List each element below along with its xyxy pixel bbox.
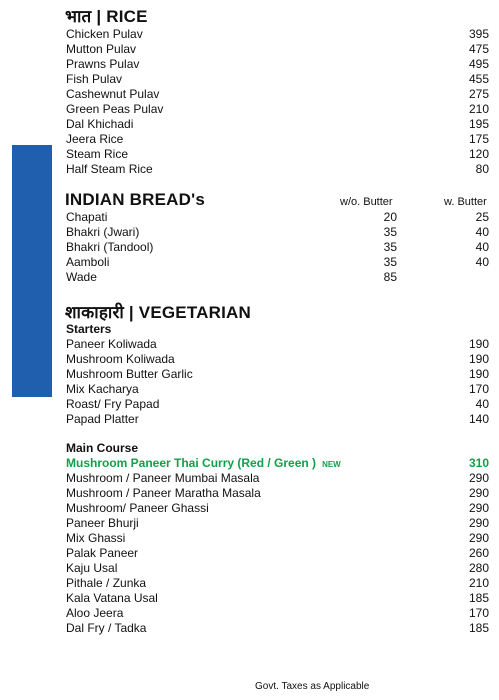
menu-item bbox=[66, 486, 489, 501]
item-price-with-butter: 25 bbox=[475, 210, 489, 224]
menu-item bbox=[66, 210, 489, 225]
menu-item bbox=[66, 162, 489, 177]
menu-item bbox=[66, 102, 489, 117]
menu-item bbox=[66, 225, 489, 240]
item-price: 40 bbox=[475, 397, 489, 411]
item-price: 170 bbox=[468, 382, 489, 396]
item-name: Fish Pulav bbox=[66, 72, 123, 86]
menu-item bbox=[66, 561, 489, 576]
item-name: Pithale / Zunka bbox=[66, 576, 147, 590]
item-price: 475 bbox=[468, 42, 489, 56]
item-name: Green Peas Pulav bbox=[66, 102, 164, 116]
menu-item bbox=[66, 42, 489, 57]
menu-item bbox=[66, 147, 489, 162]
item-price: 290 bbox=[468, 531, 489, 545]
subsection-title-starters: Starters bbox=[66, 322, 112, 336]
menu-item bbox=[66, 412, 489, 427]
item-price: 195 bbox=[468, 117, 489, 131]
item-name: Mix Ghassi bbox=[66, 531, 126, 545]
item-price: 260 bbox=[468, 546, 489, 560]
item-price: 290 bbox=[468, 471, 489, 485]
item-price: 140 bbox=[468, 412, 489, 426]
menu-item bbox=[66, 546, 489, 561]
item-price-without-butter: 20 bbox=[383, 210, 397, 224]
menu-item bbox=[66, 531, 489, 546]
item-name: Bhakri (Tandool) bbox=[66, 240, 154, 254]
item-name: Kala Vatana Usal bbox=[66, 591, 158, 605]
item-price: 190 bbox=[468, 367, 489, 381]
menu-item bbox=[66, 132, 489, 147]
item-name: Aamboli bbox=[66, 255, 110, 269]
section-title-vegetarian: शाकाहारी | VEGETARIAN bbox=[65, 303, 252, 322]
new-badge: NEW bbox=[322, 460, 341, 469]
menu-item bbox=[66, 337, 489, 352]
item-price-with-butter: 40 bbox=[475, 255, 489, 269]
menu-item bbox=[66, 117, 489, 132]
item-name: Dal Khichadi bbox=[66, 117, 134, 131]
item-price: 120 bbox=[468, 147, 489, 161]
item-name: Jeera Rice bbox=[66, 132, 124, 146]
item-name: Wade bbox=[66, 270, 97, 284]
item-name: Steam Rice bbox=[66, 147, 129, 161]
menu-item bbox=[66, 397, 489, 412]
menu-item bbox=[66, 576, 489, 591]
item-name: Cashewnut Pulav bbox=[66, 87, 160, 101]
menu-item bbox=[66, 352, 489, 367]
item-name: Mushroom Paneer Thai Curry (Red / Green ) bbox=[66, 456, 317, 470]
item-price: 175 bbox=[468, 132, 489, 146]
item-name: Palak Paneer bbox=[66, 546, 139, 560]
item-price-without-butter: 35 bbox=[383, 225, 397, 239]
item-price: 290 bbox=[468, 486, 489, 500]
item-price: 310 bbox=[468, 456, 489, 470]
menu-item-highlighted bbox=[66, 456, 489, 471]
item-name: Aloo Jeera bbox=[66, 606, 124, 620]
section-title-breads: INDIAN BREAD's bbox=[65, 190, 206, 209]
item-price: 455 bbox=[468, 72, 489, 86]
item-price: 275 bbox=[468, 87, 489, 101]
item-name: Mushroom Koliwada bbox=[66, 352, 175, 366]
menu-item bbox=[66, 591, 489, 606]
item-price: 290 bbox=[468, 501, 489, 515]
footer-tax-note: Govt. Taxes as Applicable bbox=[255, 681, 370, 692]
item-name: Roast/ Fry Papad bbox=[66, 397, 160, 411]
item-price: 280 bbox=[468, 561, 489, 575]
section-title-rice: भात | RICE bbox=[65, 7, 148, 26]
side-accent-bar bbox=[12, 145, 52, 397]
item-name: Mushroom/ Paneer Ghassi bbox=[66, 501, 209, 515]
menu-item bbox=[66, 255, 489, 270]
item-price: 185 bbox=[468, 621, 489, 635]
column-header-with-butter: w. Butter bbox=[444, 196, 487, 208]
item-price: 170 bbox=[468, 606, 489, 620]
item-price: 80 bbox=[475, 162, 489, 176]
item-price-without-butter: 35 bbox=[383, 255, 397, 269]
item-name: Dal Fry / Tadka bbox=[66, 621, 147, 635]
menu-item bbox=[66, 57, 489, 72]
item-name: Chapati bbox=[66, 210, 108, 224]
item-price: 185 bbox=[468, 591, 489, 605]
item-name: Paneer Koliwada bbox=[66, 337, 157, 351]
menu-item bbox=[66, 270, 489, 285]
column-header-without-butter: w/o. Butter bbox=[340, 196, 393, 208]
menu-item bbox=[66, 471, 489, 486]
menu-item bbox=[66, 516, 489, 531]
item-name: Prawns Pulav bbox=[66, 57, 140, 71]
item-price: 210 bbox=[468, 102, 489, 116]
item-price-with-butter: 40 bbox=[475, 240, 489, 254]
menu-item bbox=[66, 367, 489, 382]
item-price-with-butter: 40 bbox=[475, 225, 489, 239]
item-price: 495 bbox=[468, 57, 489, 71]
menu-item bbox=[66, 621, 489, 636]
subsection-title-main-course: Main Course bbox=[66, 441, 139, 455]
item-name: Half Steam Rice bbox=[66, 162, 153, 176]
item-name: Kaju Usal bbox=[66, 561, 118, 575]
menu-item bbox=[66, 72, 489, 87]
item-name: Papad Platter bbox=[66, 412, 139, 426]
menu-item bbox=[66, 501, 489, 516]
menu-item bbox=[66, 27, 489, 42]
item-name: Mushroom Butter Garlic bbox=[66, 367, 193, 381]
item-price-without-butter: 35 bbox=[383, 240, 397, 254]
item-price: 395 bbox=[468, 27, 489, 41]
menu-item bbox=[66, 606, 489, 621]
menu-item bbox=[66, 240, 489, 255]
menu-item bbox=[66, 382, 489, 397]
item-price: 190 bbox=[468, 337, 489, 351]
item-name: Mix Kacharya bbox=[66, 382, 139, 396]
item-name: Bhakri (Jwari) bbox=[66, 225, 140, 239]
item-name: Paneer Bhurji bbox=[66, 516, 139, 530]
item-price-without-butter: 85 bbox=[383, 270, 397, 284]
item-name: Mutton Pulav bbox=[66, 42, 137, 56]
menu-item bbox=[66, 87, 489, 102]
item-price: 290 bbox=[468, 516, 489, 530]
item-name: Chicken Pulav bbox=[66, 27, 143, 41]
item-name: Mushroom / Paneer Mumbai Masala bbox=[66, 471, 260, 485]
item-price: 190 bbox=[468, 352, 489, 366]
item-name: Mushroom / Paneer Maratha Masala bbox=[66, 486, 261, 500]
item-price: 210 bbox=[468, 576, 489, 590]
